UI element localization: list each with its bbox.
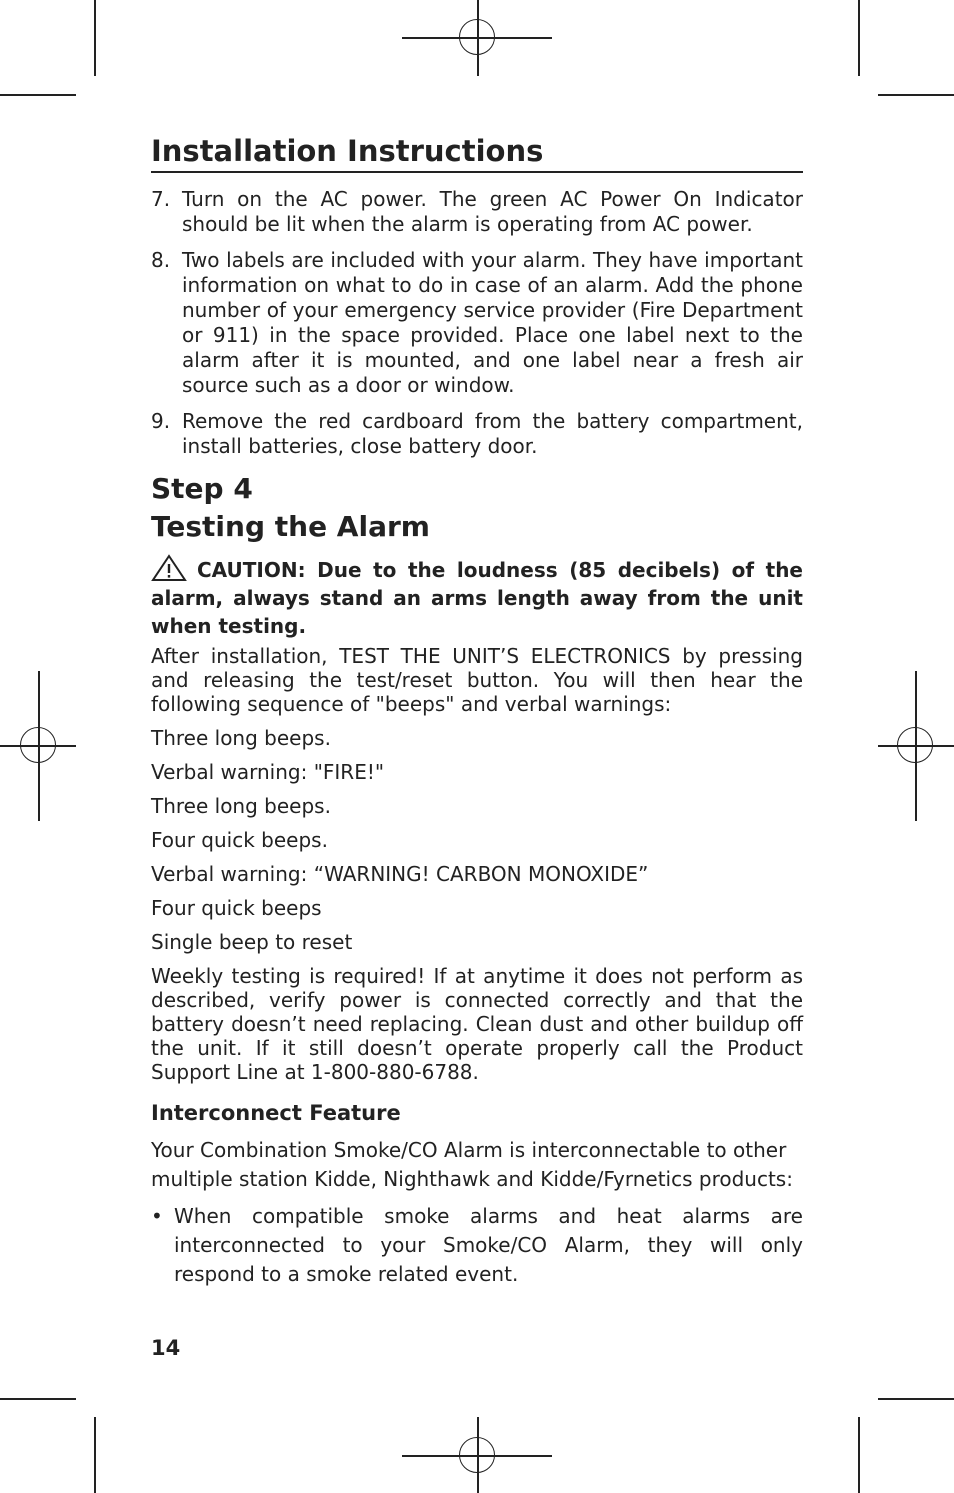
step-heading: Step 4: [151, 472, 253, 505]
crop-mark: [0, 94, 76, 96]
sequence-item: Verbal warning: “WARNING! CARBON MONOXIDE”: [151, 862, 649, 886]
sequence-item: Three long beeps.: [151, 726, 331, 750]
interconnect-heading: Interconnect Feature: [151, 1101, 401, 1125]
crop-mark: [878, 1398, 954, 1400]
sequence-item: Verbal warning: "FIRE!": [151, 760, 385, 784]
step-number: 9.: [151, 409, 171, 433]
crop-mark: [94, 0, 96, 76]
crop-mark: [858, 1417, 860, 1493]
registration-mark-circle: [897, 727, 933, 763]
step-text: Turn on the AC power. The green AC Power On Indicator should be lit when the alarm is operating from AC power.: [182, 187, 803, 236]
bullet-text: When compatible smoke alarms and heat alarms are interconnected to your Smoke/CO Alarm, they will only respond to a smoke related event.: [174, 1204, 803, 1286]
caution-text: CAUTION: Due to the loudness (85 decibels) of the alarm, always stand an arms length away from the unit when testing.: [151, 558, 803, 638]
crop-mark: [94, 1417, 96, 1493]
sequence-item: Single beep to reset: [151, 930, 353, 954]
bullet-item: [151, 1202, 803, 1289]
crop-mark: [858, 0, 860, 76]
step-text: Remove the red cardboard from the battery compartment, install batteries, close battery door.: [182, 409, 803, 458]
caution-notice: [151, 554, 803, 640]
crop-mark: [0, 1398, 76, 1400]
registration-mark-circle: [20, 727, 56, 763]
list-item: [151, 409, 803, 459]
list-item: [151, 248, 803, 398]
weekly-testing-paragraph: Weekly testing is required! If at anytime it does not perform as described, verify power is connected correctly and that the battery doesn’t need replacing. Clean dust and other buildup off the unit. If it still doesn’t operate properly call the Product Support Line at 1-800-880-6788.: [151, 964, 803, 1084]
page-content: [151, 133, 803, 1289]
registration-mark-circle: [459, 1437, 495, 1473]
sequence-item: Three long beeps.: [151, 794, 331, 818]
list-item: [151, 187, 803, 237]
step-number: 8.: [151, 248, 171, 272]
sequence-item: Four quick beeps: [151, 896, 322, 920]
sequence-item: Four quick beeps.: [151, 828, 328, 852]
registration-mark-circle: [459, 19, 495, 55]
page-title: Installation Instructions: [151, 133, 803, 173]
section-heading: Testing the Alarm: [151, 510, 430, 543]
testing-intro: After installation, TEST THE UNIT’S ELECTRONICS by pressing and releasing the test/reset button. You will then hear the following sequence of "beeps" and verbal warnings:: [151, 644, 803, 716]
crop-mark: [878, 94, 954, 96]
warning-triangle-icon: [151, 554, 187, 582]
page-number: 14: [151, 1336, 181, 1360]
step-number: 7.: [151, 187, 171, 211]
interconnect-intro: Your Combination Smoke/CO Alarm is interconnectable to other multiple station Kidde, Nighthawk and Kidde/Fyrnetics products:: [151, 1138, 793, 1191]
installation-steps-list: [151, 187, 803, 459]
bullet-symbol: •: [151, 1204, 163, 1228]
step-text: Two labels are included with your alarm. They have important information on what to do in case of an alarm. Add the phone number of your emergency service provider (Fire Department or 911) in the space provided. Place one label next to the alarm after it is mounted, and one label near a fresh air source such as a door or window.: [182, 248, 803, 397]
